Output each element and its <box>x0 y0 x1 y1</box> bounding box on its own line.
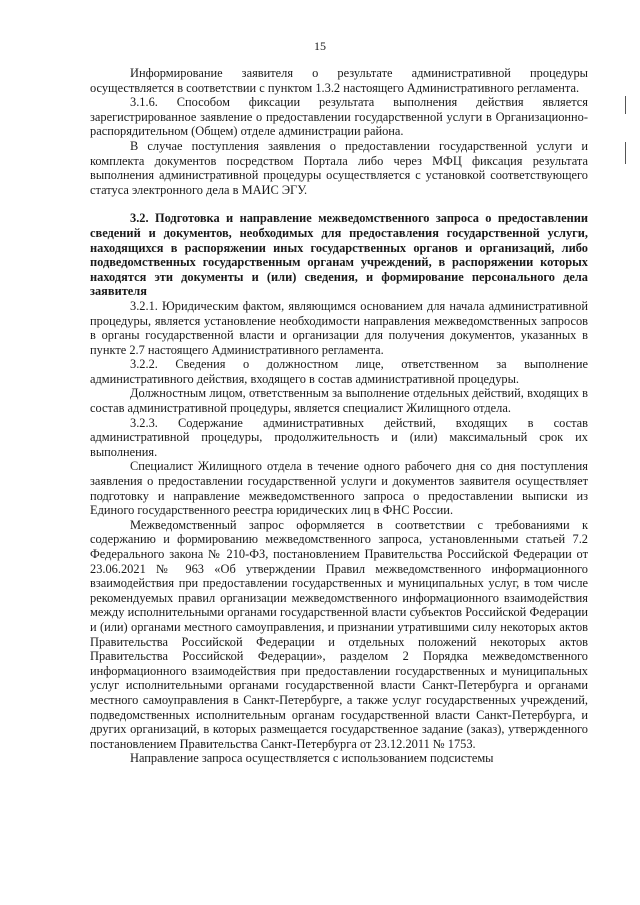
document-body <box>90 66 588 766</box>
paragraph-request-direction: Направление запроса осуществляется с использованием подсистемы <box>130 751 494 766</box>
margin-mark <box>625 96 626 114</box>
paragraph-3-2-3: 3.2.3. Содержание административных действий, входящих в состав административной процедуры, продолжительность и (или) максимальный срок их выполнения. <box>90 415 588 459</box>
paragraph-portal-mfc: В случае поступления заявления о предоставлении государственной услуги и комплекта документов посредством Портала либо через МФЦ фиксация результата выполнения административной процедуры осуществляется с установкой соответствующего статуса электронного дела в МАИС ЭГУ. <box>90 138 588 197</box>
section-heading-3-2: 3.2. Подготовка и направление межведомственного запроса о предоставлении сведений и документов, необходимых для предоставления государственной услуги, находящихся в распоряжении иных государственных органов и организаций, либо подведомственных государственным органам учреждений, в распоряжении которых находятся эти документы и (или) сведения, и формирование персонального дела заявителя <box>90 211 588 299</box>
margin-mark <box>625 142 626 164</box>
paragraph-3-2-2: 3.2.2. Сведения о должностном лице, ответственном за выполнение административного действия, входящего в состав административной процедуры. <box>90 357 588 386</box>
paragraph-responsible-official: Должностным лицом, ответственным за выполнение отдельных действий, входящих в состав административной процедуры, является специалист Жилищного отдела. <box>90 386 588 416</box>
paragraph-interagency-request: Межведомственный запрос оформляется в соответствии с требованиями к содержанию и формированию межведомственного запроса, установленными статьей 7.2 Федерального закона № 210-ФЗ, постановлением Правительства Российской Федерации от 23.06.2021 № 963 «Об утверждении Правил межведомственного информационного взаимодействия при предоставлении государственных и муниципальных услуг, в том числе рекомендуемых правил организации межведомственного информационного взаимодействия между исполнительными органами государственной власти субъектов Российской Федерации и (или) органами местного самоуправления, и признании утратившими силу некоторых актов Правительства Российской Федерации и отдельных положений некоторых актов Правительства Российской Федерации», разделом 2 Порядка межведомственного информационного взаимодействия при предоставлении государственных и муниципальных услуг исполнительными органами государственной власти Санкт-Петербурга и органами местного самоуправления в Санкт-Петербурге, а также услуг государственных учреждений, подведомственных исполнительным органам государственной власти Санкт-Петербурга, и других организаций, в которых размещается государственное задание (заказ), утвержденного постановлением Правительства Санкт-Петербурга от 23.12.2011 № 1753. <box>90 517 588 751</box>
paragraph-3-2-1: 3.2.1. Юридическим фактом, являющимся основанием для начала административной процедуры, является установление необходимости направления межведомственных запросов в органы государственной власти и организации для получения документов, указанных в пункте 2.7 настоящего Административного регламента. <box>90 298 588 357</box>
paragraph-specialist: Специалист Жилищного отдела в течение одного рабочего дня со дня поступления заявления о предоставлении государственной услуги и документов заявителя осуществляет подготовку и направление межведомственного запроса о предоставлении выписки из Единого государственного реестра юридических лиц в ФНС России. <box>90 459 588 518</box>
paragraph-inform: Информирование заявителя о результате административной процедуры осуществляется в соответствии с пунктом 1.3.2 настоящего Административного регламента. <box>90 66 588 95</box>
page-number: 15 <box>314 39 326 53</box>
paragraph-3-1-6: 3.1.6. Способом фиксации результата выполнения действия является зарегистрированное заявление о предоставлении государственной услуги в Организационно-распорядительном (Общем) отделе администрации района. <box>90 95 588 139</box>
